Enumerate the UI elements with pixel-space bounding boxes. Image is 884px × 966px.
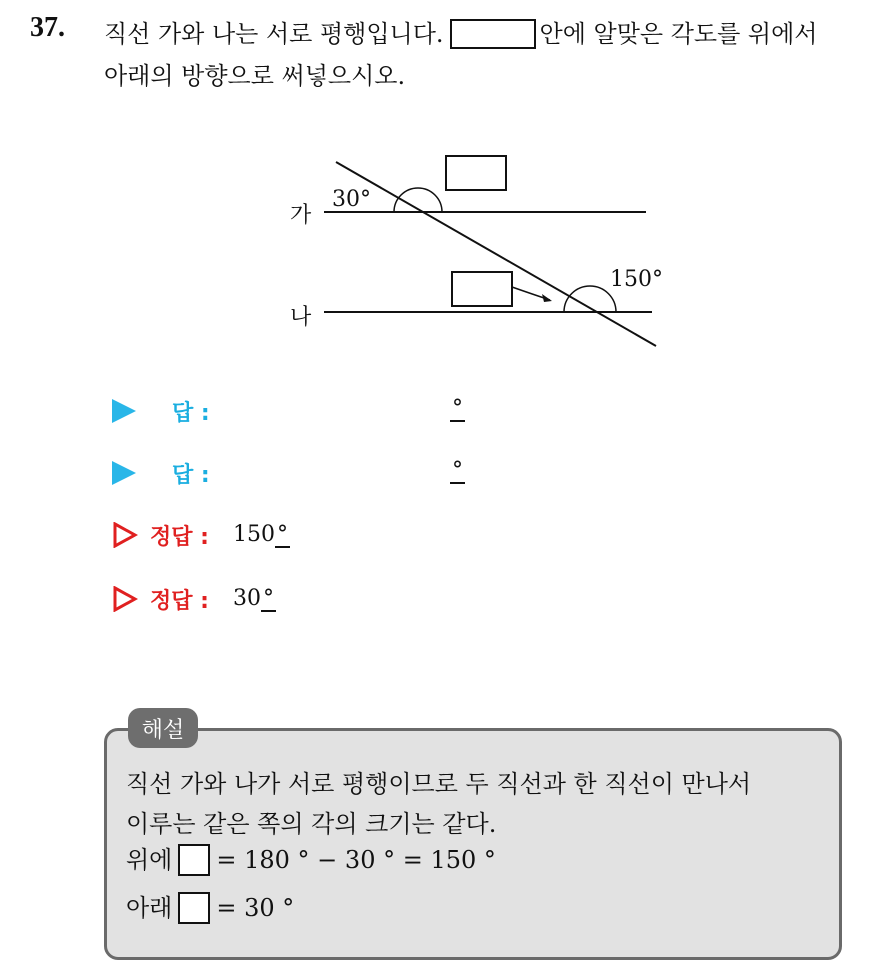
explanation-line2: 이루는 같은 쪽의 각의 크기는 같다. — [126, 810, 497, 838]
correct-value-1 — [233, 522, 290, 548]
answer-degree-1: ° — [452, 396, 463, 421]
pointer-arrowhead — [542, 294, 552, 302]
correct-degree-1: ° — [276, 522, 288, 547]
correct-label-1: 정답 : — [150, 524, 209, 550]
question-number: 37. — [30, 12, 65, 43]
answer-row-2 — [112, 456, 210, 490]
question-text-part2: 안에 알맞은 각도를 위에서 — [539, 20, 818, 48]
outline-triangle-icon — [112, 586, 138, 612]
answer-blank-1[interactable] — [450, 396, 465, 422]
explanation-line4-prefix: 아래 — [126, 894, 173, 922]
answer-degree-2: ° — [452, 458, 463, 483]
explanation-line3 — [126, 840, 496, 880]
label-ga: 가 — [290, 203, 312, 228]
correct-label-2: 정답 : — [150, 588, 209, 614]
explanation-box-symbol — [178, 844, 210, 876]
explanation-line4-expr: = 30 ° — [216, 894, 295, 922]
answer-label-2: 답 : — [172, 462, 210, 488]
angle-label-30: 30° — [332, 187, 371, 212]
correct-value-2 — [233, 586, 276, 612]
explanation-line3-prefix: 위에 — [126, 846, 173, 874]
question-text-part1: 직선 가와 나는 서로 평행입니다. — [104, 20, 444, 48]
play-triangle-icon — [112, 399, 136, 423]
parallel-lines-figure — [0, 0, 884, 400]
question-text-line2: 아래의 방향으로 써넣으시오. — [104, 62, 406, 90]
figure-box-top — [446, 156, 506, 190]
correct-row-2 — [112, 582, 276, 616]
explanation-tab: 해설 — [128, 708, 198, 748]
correct-number-1: 150 — [232, 522, 275, 547]
correct-row-1 — [112, 518, 290, 552]
explanation-box-symbol — [178, 892, 210, 924]
angle-label-150: 150° — [610, 267, 663, 292]
figure-box-bottom — [452, 272, 512, 306]
answer-label-1: 답 : — [172, 400, 210, 426]
correct-number-2: 30 — [232, 586, 261, 611]
explanation-line3-expr: = 180 ° − 30 ° = 150 ° — [216, 846, 496, 874]
explanation-line4 — [126, 888, 294, 928]
explanation-line1: 직선 가와 나가 서로 평행이므로 두 직선과 한 직선이 만나서 — [126, 770, 752, 798]
answer-blank-2[interactable] — [450, 458, 465, 484]
label-na: 나 — [290, 305, 312, 330]
outline-triangle-icon — [112, 522, 138, 548]
answer-row-1 — [112, 394, 210, 428]
correct-degree-2: ° — [262, 586, 274, 611]
play-triangle-icon — [112, 461, 136, 485]
